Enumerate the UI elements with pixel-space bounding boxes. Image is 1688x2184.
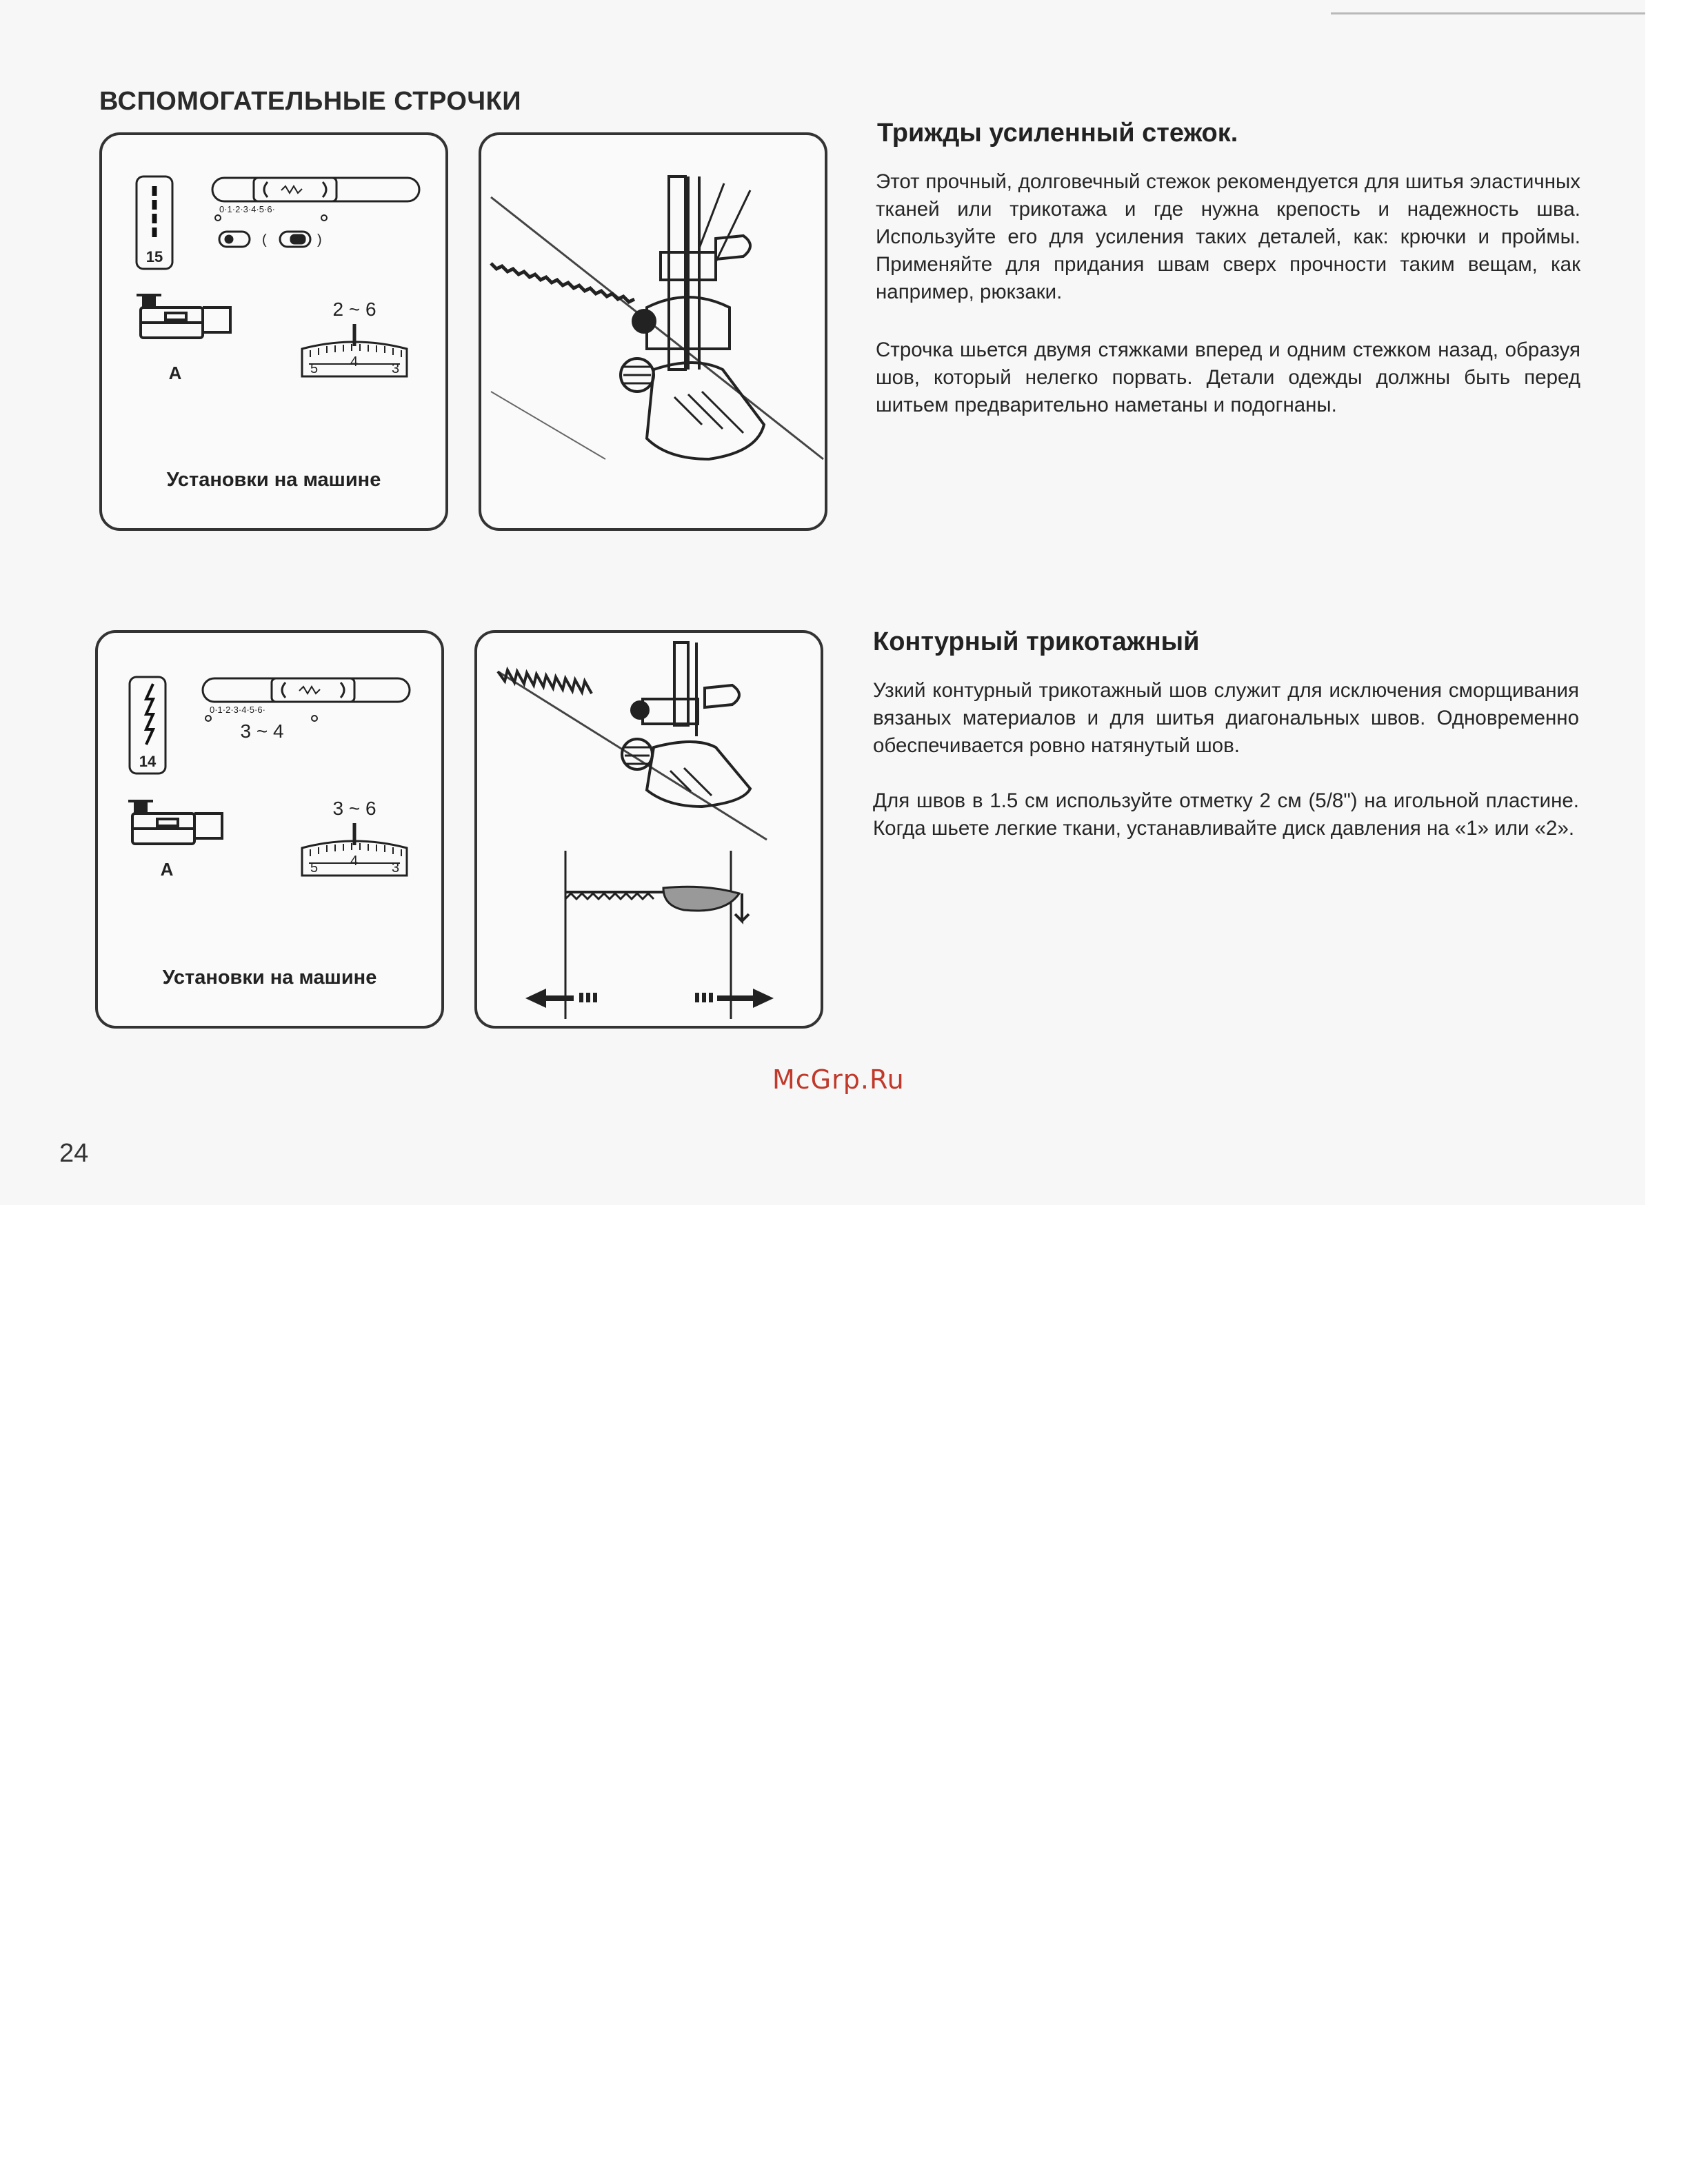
- dial-number-3: 3: [392, 361, 400, 376]
- knit-seam-illustration: [477, 633, 826, 1031]
- tension-range: 2 ~ 6: [332, 299, 376, 320]
- settings-caption: Установки на машине: [162, 967, 377, 989]
- dial-number-4: 4: [350, 853, 359, 869]
- presser-foot-a-icon: [137, 295, 230, 338]
- width-scale: 0·1·2·3·4·5·6·: [219, 204, 275, 214]
- stitch-paragraph-2b: Для швов в 1.5 см используйте отметку 2 см (5/8") на игольной пластине. Когда шьете легкие ткани, устанавливайте диск давления на «1» или «2».: [873, 789, 1579, 840]
- presser-foot-a-icon: [128, 801, 222, 844]
- knit-stitch-pattern-icon: [146, 684, 153, 745]
- watermark: McGrp.Ru: [772, 1064, 905, 1095]
- stitch-heading-2: Контурный трикотажный: [873, 627, 1200, 656]
- sewing-illustration-1: [479, 132, 827, 531]
- stitch-heading-1: Трижды усиленный стежок.: [877, 119, 1238, 148]
- dial-number-4: 4: [350, 354, 359, 370]
- foot-label: A: [160, 859, 174, 880]
- svg-text:(: (: [262, 232, 267, 247]
- machine-settings-panel-1: [99, 132, 448, 531]
- sewing-illustration-2: [474, 630, 823, 1029]
- left-arrow-icon: [525, 989, 597, 1008]
- machine-settings-panel-2: [95, 630, 444, 1029]
- dial-number-5: 5: [310, 860, 319, 876]
- page-number: 24: [59, 1139, 89, 1168]
- pattern-number: 14: [139, 753, 157, 770]
- width-scale: 0·1·2·3·4·5·6·: [210, 705, 265, 715]
- right-arrow-icon: [695, 989, 774, 1008]
- width-selector-slider: [212, 178, 419, 201]
- svg-text:): ): [317, 232, 322, 247]
- width-selector-slider: [203, 678, 410, 702]
- needle-position-toggle: [219, 232, 322, 247]
- stitch-paragraph-1a: Этот прочный, долговечный стежок рекомендуется для шитья эластичных тканей или трикотажа и где нужна крепость и надежность шва. Используйте его для усиления таких деталей, как: крючки и проймы. Применяйте для придания швам сверх прочности таким вещам, как например, рюкзаки.: [876, 170, 1580, 303]
- tension-range: 3 ~ 6: [332, 798, 376, 819]
- top-rule: [1331, 12, 1645, 14]
- section-title: ВСПОМОГАТЕЛЬНЫЕ СТРОЧКИ: [99, 87, 522, 116]
- foot-label: A: [168, 363, 182, 383]
- width-value: 3 ~ 4: [240, 720, 284, 742]
- stitch-paragraph-1b: Строчка шьется двумя стяжками вперед и одним стежком назад, образуя шов, который нелегко порвать. Детали одежды должны быть перед шитьем предварительно наметаны и подогнаны.: [876, 338, 1580, 416]
- dial-number-3: 3: [392, 860, 400, 876]
- dial-number-5: 5: [310, 361, 319, 376]
- settings-caption: Установки на машине: [166, 469, 381, 491]
- stitch-paragraph-2a: Узкий контурный трикотажный шов служит для исключения сморщивания вязаных материалов и для шитья диагональных швов. Одновременно обеспечивается ровно натянутый шов.: [873, 679, 1579, 757]
- pattern-number: 15: [145, 248, 163, 265]
- presser-foot-sewing-illustration: [481, 135, 830, 534]
